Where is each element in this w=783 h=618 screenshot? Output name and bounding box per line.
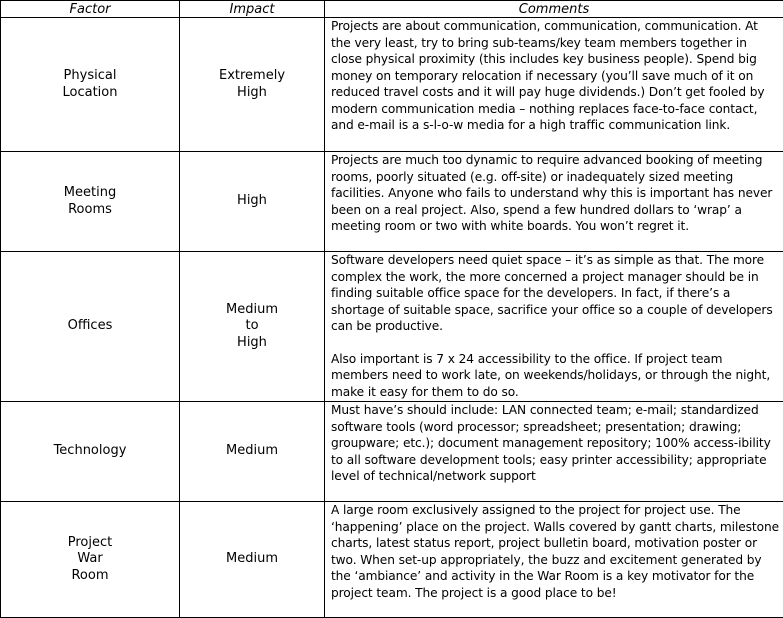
factor-text: Offices bbox=[67, 318, 113, 334]
comment-paragraph: A large room exclusively assigned to the project for project use. The ‘happening’ place on the project. Walls covered by gantt charts, milestone charts, latest status report, project bulletin board, motivation poster or two. When set-up appropriately, the buzz and excitement generated by the ‘ambiance’ and activity in the War Room is a key motivator for the project team. The project is a good place to be! bbox=[331, 503, 779, 600]
factor-cell bbox=[1, 402, 180, 502]
impact-cell bbox=[180, 152, 325, 252]
comment-paragraph: Projects are about communication, communication, communication. At the very least, try to bring sub-teams/key team members together in close physical proximity (this includes key business people). Spend big money on temporary relocation if necessary (you’ll save much of it on reduced travel costs and it will pay huge dividends.) Don’t get fooled by modern communication media – nothing replaces face-to-face contact, and e-mail is a s-l-o-w media for a high traffic communication link. bbox=[331, 19, 765, 132]
impact-text: High bbox=[237, 334, 267, 350]
impact-text: to bbox=[245, 318, 259, 334]
impact-text: Medium bbox=[226, 443, 278, 459]
header-comments: Comments bbox=[325, 1, 783, 18]
factor-text: Physical bbox=[63, 68, 117, 83]
comment-paragraph: Software developers need quiet space – it’s as simple as that. The more complex the work, the more concerned a project manager should be in finding suitable office space for the developers. In fact, if there’s a shortage of suitable space, sacrifice your office so a couple of developers can be productive. bbox=[331, 253, 773, 333]
factor-cell bbox=[1, 502, 180, 618]
table-row bbox=[1, 502, 783, 618]
factor-text: War bbox=[77, 551, 103, 567]
impact-text: High bbox=[237, 193, 267, 209]
comments-cell bbox=[325, 502, 783, 618]
table-row bbox=[1, 402, 783, 502]
factor-text: Location bbox=[62, 84, 118, 100]
impact-cell bbox=[180, 402, 325, 502]
factor-text: Project bbox=[67, 534, 113, 550]
impact-text: Medium bbox=[226, 301, 278, 317]
comments-cell bbox=[325, 252, 783, 402]
comments-cell bbox=[325, 152, 783, 252]
table-row bbox=[1, 252, 783, 402]
comments-cell bbox=[325, 402, 783, 502]
comments-cell bbox=[325, 18, 783, 152]
impact-cell bbox=[180, 502, 325, 618]
table-row bbox=[1, 18, 783, 152]
header-impact: Impact bbox=[180, 1, 325, 18]
factor-text: Rooms bbox=[68, 201, 112, 217]
factor-text: Room bbox=[71, 567, 109, 583]
factor-text: Technology bbox=[53, 443, 127, 459]
factor-cell bbox=[1, 252, 180, 402]
comment-paragraph: Projects are much too dynamic to require advanced booking of meeting rooms, poorly situated (e.g. off-site) or inadequately sized meeting facilities. Anyone who fails to understand why this is important has never been on a real project. Also, spend a few hundred dollars to ‘wrap’ a meeting room or two with white boards. You won’t regret it. bbox=[331, 153, 773, 233]
impact-text: High bbox=[237, 84, 267, 100]
impact-text: Extremely bbox=[218, 68, 286, 83]
impact-text: Medium bbox=[226, 551, 278, 567]
header-factor: Factor bbox=[1, 1, 180, 18]
impact-cell bbox=[180, 18, 325, 152]
header-row bbox=[1, 1, 783, 18]
comment-paragraph: Must have’s should include: LAN connected team; e-mail; standardized software tools (word processor; spreadsheet; presentation; drawing; groupware; etc.); document management repository; 100% access-ibility to all software development tools; easy printer accessibility; appropriate level of technical/network support bbox=[331, 403, 771, 483]
factor-text: Meeting bbox=[63, 185, 117, 200]
factor-cell bbox=[1, 152, 180, 252]
comment-paragraph: Also important is 7 x 24 accessibility to the office. If project team members need to work late, on weekends/holidays, or through the night, make it easy for them to do so. bbox=[331, 351, 771, 399]
factor-cell bbox=[1, 18, 180, 152]
impact-cell bbox=[180, 252, 325, 402]
table-row bbox=[1, 152, 783, 252]
